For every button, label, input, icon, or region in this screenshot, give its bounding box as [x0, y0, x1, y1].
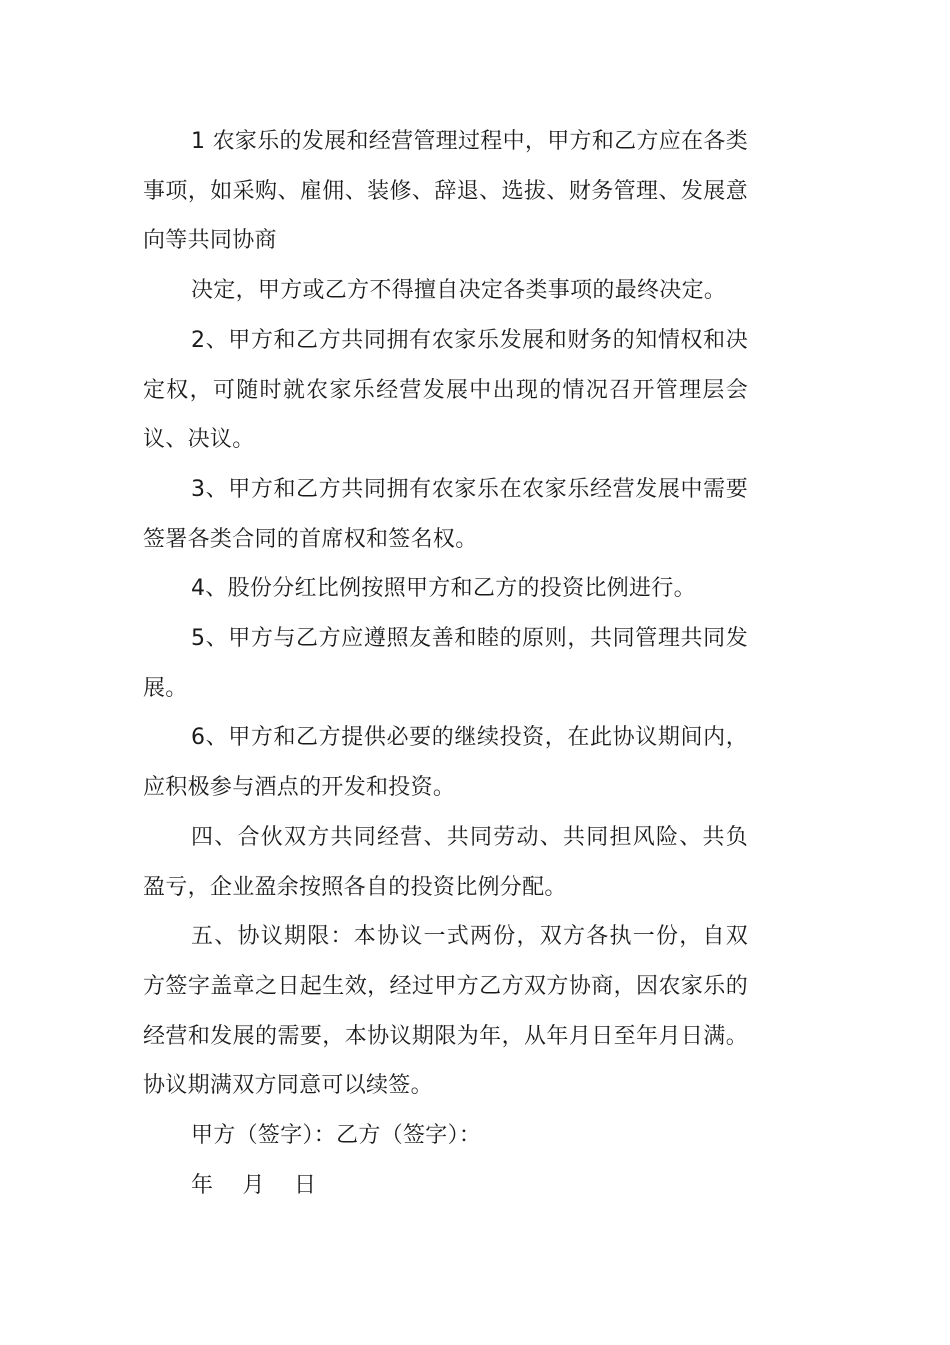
paragraph-section-five: 五、协议期限：本协议一式两份，双方各执一份，自双方签字盖章之日起生效，经过甲方乙方双方协商，因农家乐的经营和发展的需要，本协议期限为年，从年月日至年月日满。协议期满双方同意可以续签。	[143, 924, 748, 1099]
paragraph-clause-1-continued: 决定，甲方或乙方不得擅自决定各类事项的最终决定。	[191, 278, 727, 304]
paragraph-clause-4: 4、股份分红比例按照甲方和乙方的投资比例进行。	[191, 576, 696, 602]
paragraph-section-four: 四、合伙双方共同经营、共同劳动、共同担风险、共负盈亏，企业盈余按照各自的投资比例分配。	[143, 824, 748, 900]
paragraph-clause-6: 6、甲方和乙方提供必要的继续投资，在此协议期间内，应积极参与酒点的开发和投资。	[143, 725, 748, 801]
paragraph-clause-3: 3、甲方和乙方共同拥有农家乐在农家乐经营发展中需要签署各类合同的首席权和签名权。	[143, 476, 748, 552]
signature-line: 甲方（签字）：乙方（签字）：	[191, 1123, 482, 1149]
document-body	[143, 117, 748, 1210]
date-line: 年 月 日	[191, 1172, 317, 1198]
paragraph-clause-2: 2、甲方和乙方共同拥有农家乐发展和财务的知情权和决定权，可随时就农家乐经营发展中出现的情况召开管理层会议、决议。	[143, 327, 748, 453]
paragraph-clause-1: 1 农家乐的发展和经营管理过程中，甲方和乙方应在各类事项，如采购、雇佣、装修、辞退、选拔、财务管理、发展意向等共同协商	[143, 129, 748, 254]
paragraph-clause-5: 5、甲方与乙方应遵照友善和睦的原则，共同管理共同发展。	[143, 626, 748, 701]
